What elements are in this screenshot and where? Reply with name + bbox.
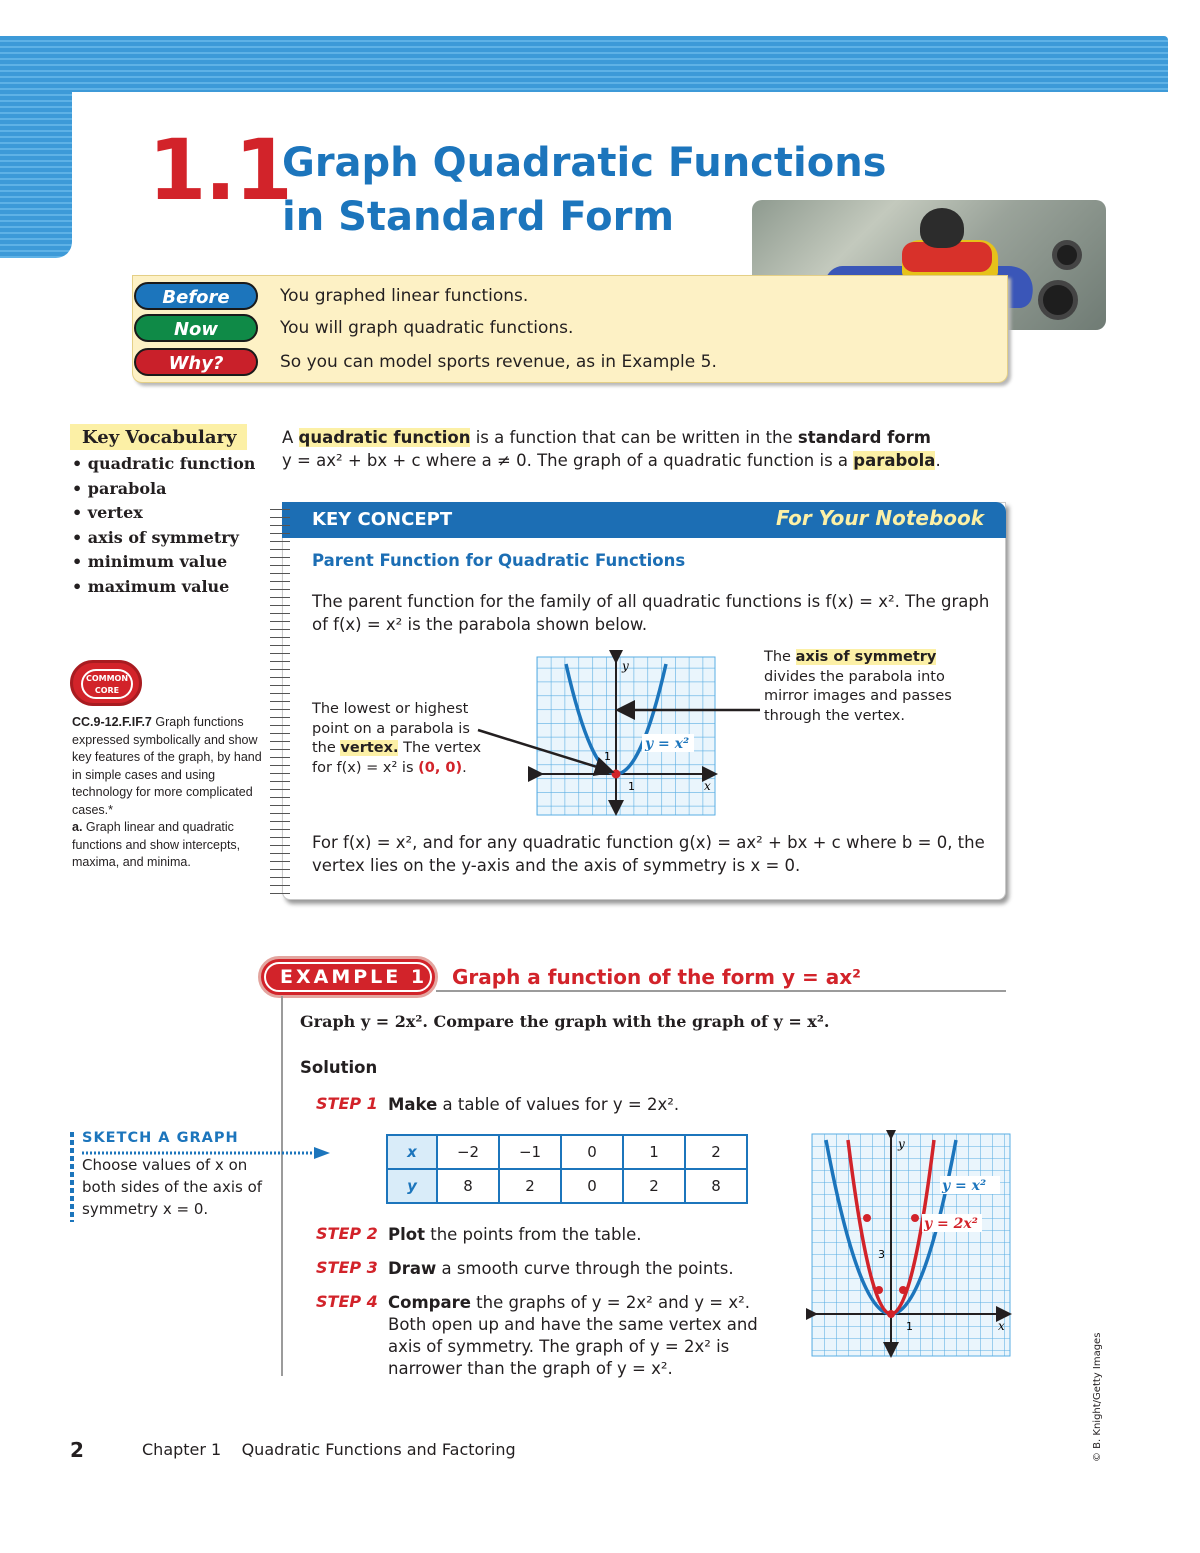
table-cell: 0 (561, 1169, 623, 1203)
vertex-dot (612, 770, 621, 779)
key-concept-subtitle: Parent Function for Quadratic Functions (312, 551, 686, 570)
section-title-line2: in Standard Form (282, 194, 675, 240)
label-y-x2: y = x² (942, 1178, 987, 1194)
term-quadratic-function: quadratic function (298, 428, 471, 447)
chapter-footer: Chapter 1 Quadratic Functions and Factoring (142, 1440, 516, 1459)
vocab-item: • maximum value (72, 576, 230, 596)
table-cell: −1 (499, 1135, 561, 1169)
why-text: So you can model sports revenue, as in Example 5. (280, 352, 717, 372)
step-1-label: STEP 1 (316, 1094, 378, 1113)
svg-text:x: x (704, 779, 711, 793)
step-4-label: STEP 4 (316, 1292, 378, 1311)
step-4-text: Compare the graphs of y = 2x² and y = x². Both open up and have the same vertex and axis of symmetry. The graph of y = 2x² is narrower than the graph of y = x². (388, 1293, 758, 1378)
example-question: Graph y = 2x². Compare the graph with the graph of y = x². (300, 1012, 830, 1031)
table-cell: 2 (499, 1169, 561, 1203)
step-3-label: STEP 3 (316, 1258, 378, 1277)
svg-text:3: 3 (878, 1248, 885, 1261)
section-number: 1.1 (148, 121, 291, 219)
vertex-point: (0, 0) (418, 759, 463, 776)
table-row (387, 1169, 747, 1203)
for-your-notebook: For Your Notebook (776, 506, 985, 530)
table-cell: 2 (623, 1169, 685, 1203)
vocab-item: • quadratic function (72, 454, 256, 473)
vertex-label: The lowest or highest point on a parabola is the vertex. The vertex for f(x) = x² is (0, 0). (312, 701, 482, 776)
step-2-label: STEP 2 (316, 1224, 378, 1243)
header-band (0, 36, 1168, 92)
table-cell: 8 (685, 1169, 747, 1203)
table-cell: 1 (623, 1135, 685, 1169)
intro-paragraph: A quadratic function is a function that can be written in the standard form y = ax² + bx + c where a ≠ 0. The graph of a quadratic function is a parabola. (282, 428, 941, 470)
term-vertex: vertex. (340, 740, 399, 756)
svg-text:1: 1 (628, 780, 635, 793)
vocab-item: • vertex (72, 503, 143, 522)
parent-function-graph (300, 650, 760, 820)
solution-heading: Solution (300, 1058, 378, 1077)
key-concept-title: KEY CONCEPT (312, 509, 453, 530)
objective-before (134, 282, 1008, 310)
page-number: 2 (70, 1438, 84, 1462)
section-title-line1: Graph Quadratic Functions (282, 140, 887, 186)
term-standard-form: standard form (797, 428, 931, 447)
why-pill: Why? (134, 348, 258, 376)
step-3-text: Draw a smooth curve through the points. (388, 1259, 734, 1278)
axis-label: The axis of symmetry divides the parabola into mirror images and passes through the vertex. (764, 649, 952, 724)
common-core-badge-text: COMMON CORE (81, 669, 133, 699)
header-band-left (0, 36, 72, 258)
term-parabola: parabola (853, 451, 936, 470)
step-1-text: Make a table of values for y = 2x². (388, 1095, 680, 1114)
vocab-item: • parabola (72, 478, 167, 498)
step-2-text: Plot the points from the table. (388, 1225, 642, 1244)
term-axis-of-symmetry: axis of symmetry (795, 649, 937, 665)
svg-text:x: x (998, 1319, 1005, 1333)
objective-now (134, 314, 1008, 342)
driver-helmet (920, 208, 964, 248)
svg-text:y: y (622, 659, 629, 673)
standard-text: Graph functions expressed symbolically and show key features of the graph, by hand in simple cases and using technology for more complicated cases.* (72, 715, 262, 817)
table-cell: −2 (437, 1135, 499, 1169)
example-graph (806, 1130, 1016, 1362)
notebook-spiral (270, 505, 290, 895)
sketch-note-heading: SKETCH A GRAPH (82, 1130, 239, 1146)
parabola-label: y = x² (645, 736, 690, 752)
table-cell: 2 (685, 1135, 747, 1169)
svg-text:1: 1 (906, 1320, 913, 1333)
now-pill: Now (134, 314, 258, 342)
common-core-badge (70, 660, 142, 706)
label-y-2x2: y = 2x² (924, 1216, 978, 1232)
vocab-item: • axis of symmetry (72, 527, 239, 547)
values-table (386, 1134, 748, 1204)
svg-text:1: 1 (604, 750, 611, 763)
now-text: You will graph quadratic functions. (280, 318, 574, 338)
standard-code: CC.9-12.F.IF.7 (72, 715, 152, 729)
table-header-y: y (387, 1169, 437, 1203)
standard-sub-text: Graph linear and quadratic functions and show intercepts, maxima, and minima. (72, 820, 241, 869)
before-text: You graphed linear functions. (280, 286, 529, 306)
table-row (387, 1135, 747, 1169)
table-cell: 8 (437, 1169, 499, 1203)
vocabulary-heading: Key Vocabulary (70, 424, 247, 450)
objective-why (134, 348, 1008, 376)
example-label: EXAMPLE 1 (280, 966, 428, 988)
before-pill: Before (134, 282, 258, 310)
standard-sub-label: a. (72, 820, 83, 834)
sketch-note-text: Choose values of x on both sides of the axis of symmetry x = 0. (82, 1156, 263, 1218)
example-title: Graph a function of the form y = ax² (452, 965, 861, 989)
svg-text:y: y (898, 1137, 905, 1151)
table-cell: 0 (561, 1135, 623, 1169)
common-core-standard (72, 714, 272, 872)
vocabulary-list (72, 452, 255, 599)
table-header-x: x (387, 1135, 437, 1169)
photo-credit: © B. Knight/Getty Images (1092, 1332, 1103, 1462)
key-concept-paragraph-1: The parent function for the family of all quadratic functions is f(x) = x². The graph of f(x) = x² is the parabola shown below. (312, 592, 990, 634)
sketch-note-bar (70, 1132, 74, 1222)
vocab-item: • minimum value (72, 552, 228, 571)
key-concept-paragraph-2: For f(x) = x², and for any quadratic function g(x) = ax² + bx + c where b = 0, the vertex lies on the y-axis and the axis of symmetry is x = 0. (312, 833, 985, 875)
